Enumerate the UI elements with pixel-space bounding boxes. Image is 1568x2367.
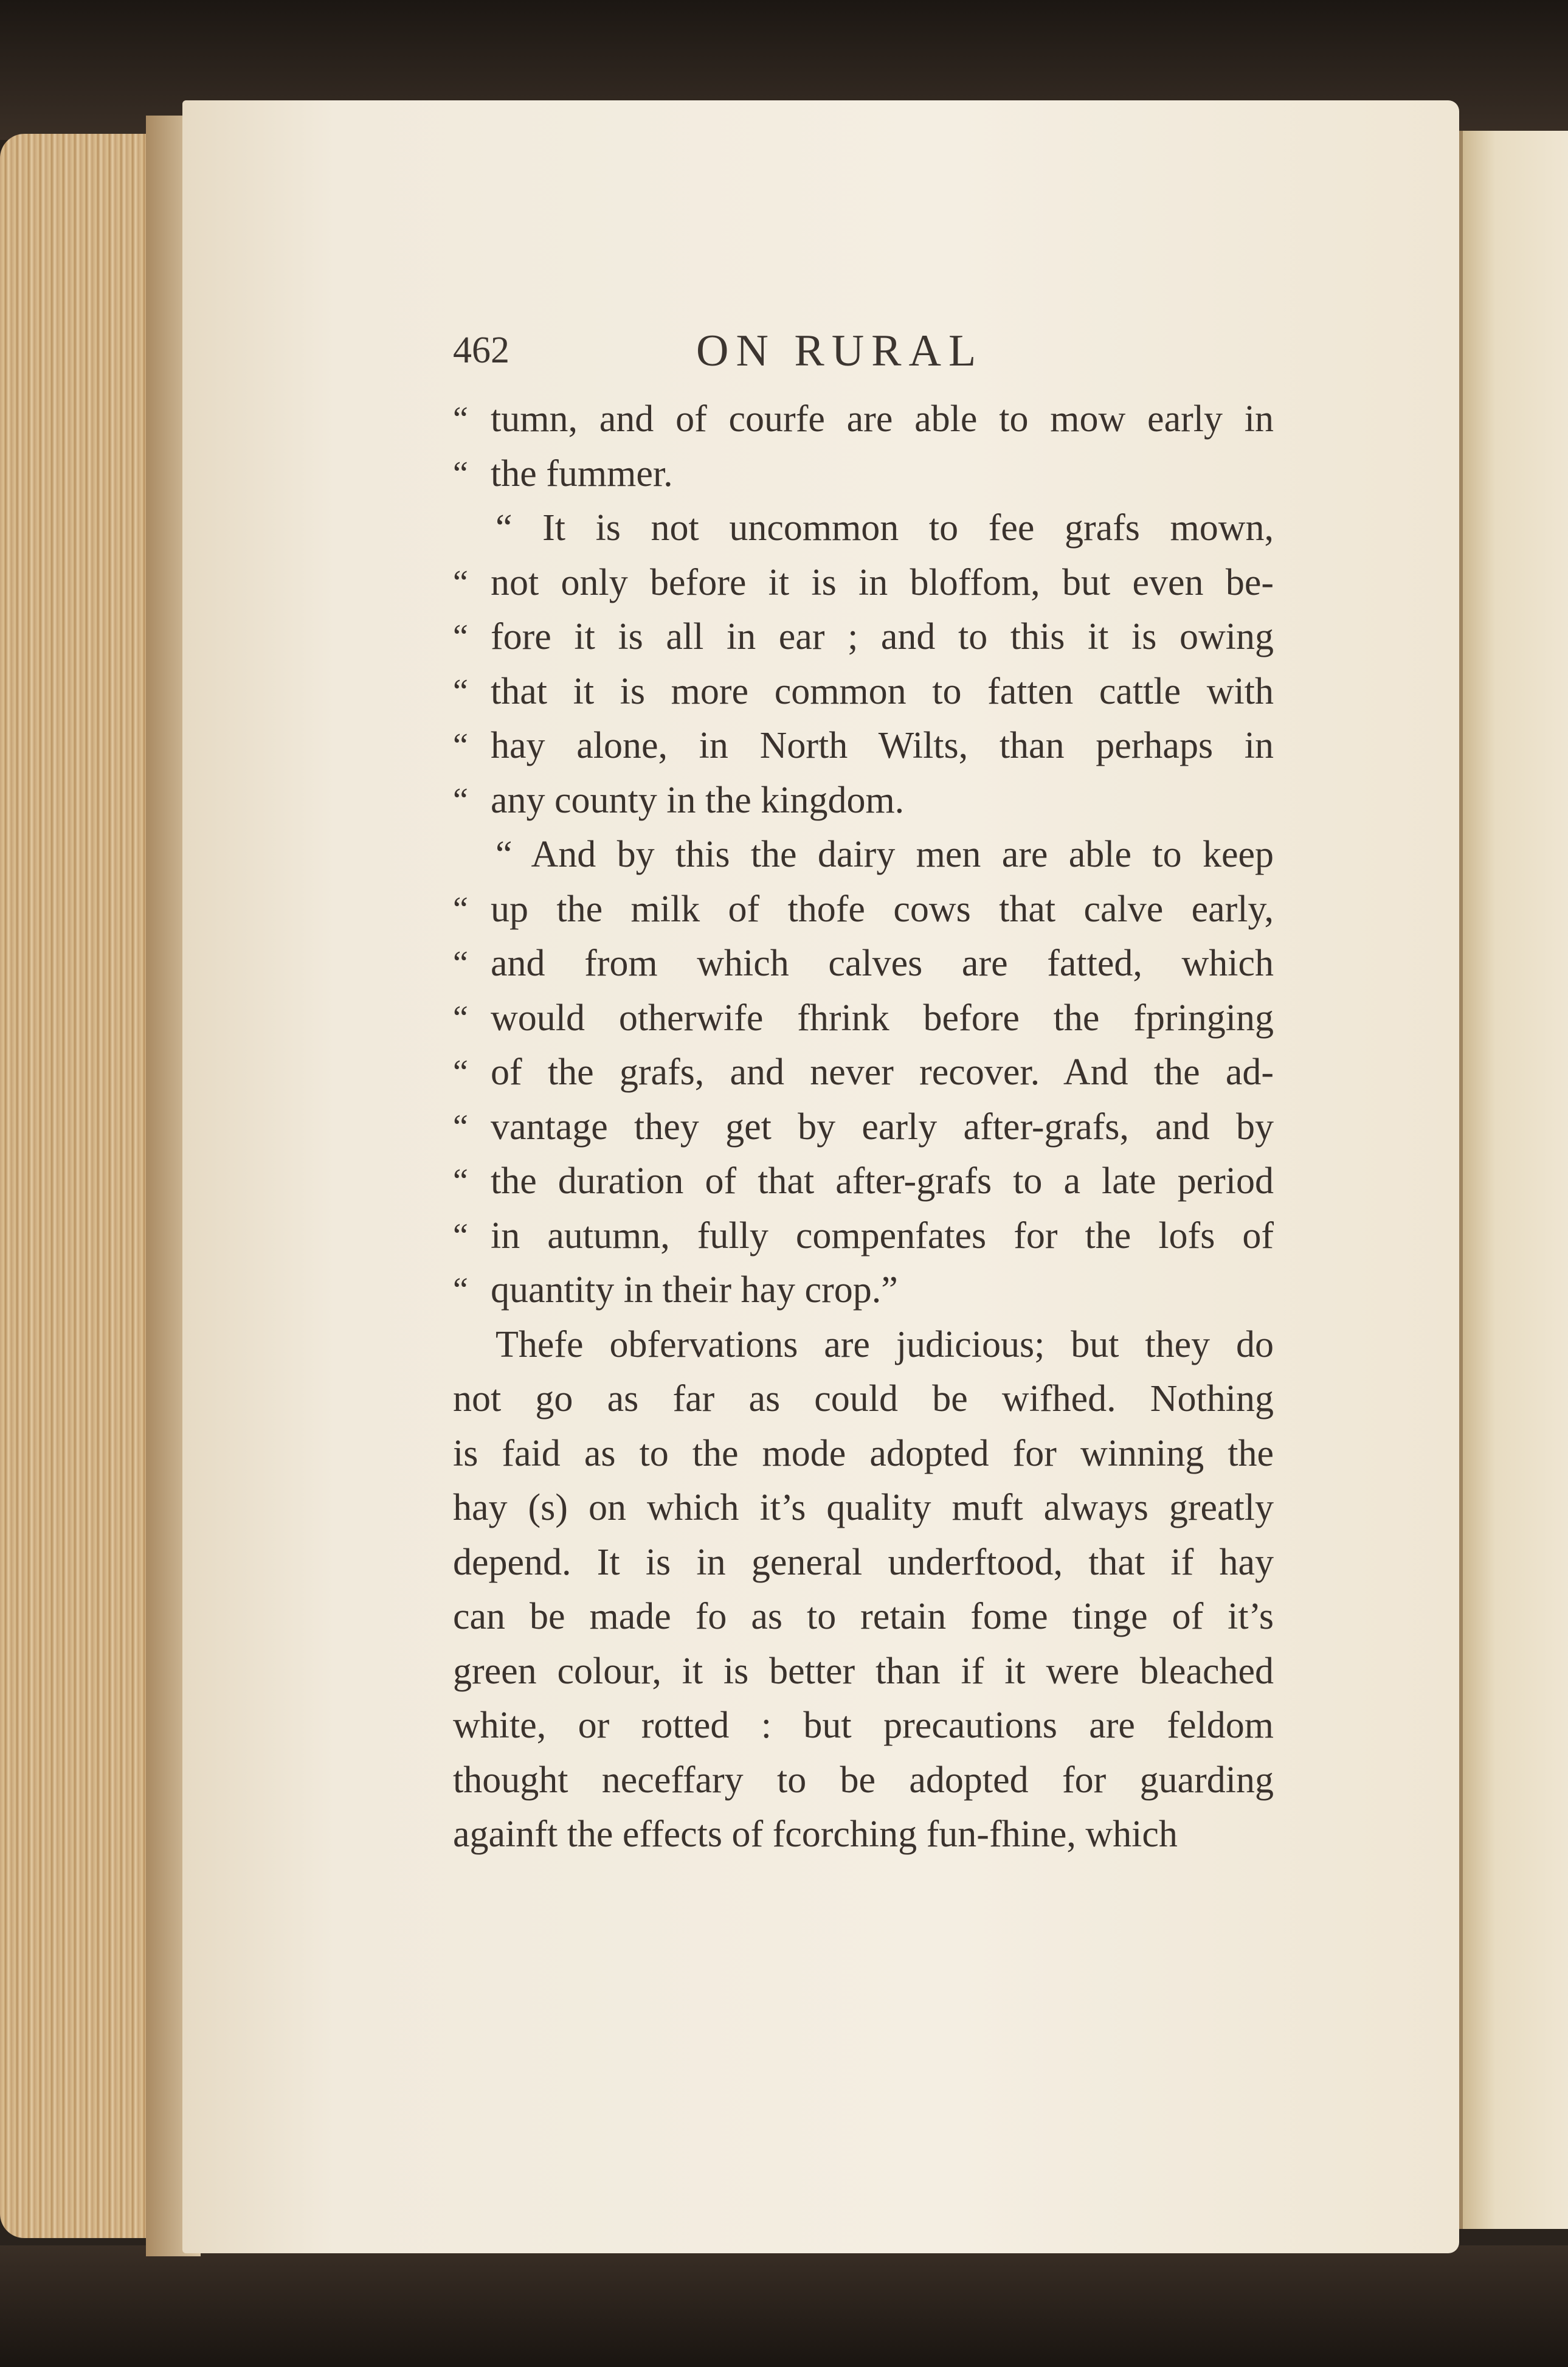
background-bottom	[0, 2245, 1568, 2367]
quote-mark: “	[453, 1107, 468, 1146]
quote-mark: “	[453, 1053, 468, 1091]
line-text: depend. It is in general underftood, that if hay	[453, 1541, 1274, 1583]
line-text: in autumn, fully compenfates for the lofs of	[491, 1215, 1274, 1256]
line-text: “ And by this the dairy men are able to keep	[496, 834, 1274, 875]
line-text: the duration of that after-grafs to a late period	[491, 1160, 1274, 1202]
running-head: ON RURAL	[696, 326, 984, 376]
quote-mark: “	[453, 672, 468, 710]
text-line	[453, 1209, 1274, 1264]
quote-mark: “	[453, 727, 468, 764]
text-line	[453, 1536, 1274, 1590]
line-text: againft the effects of fcorching fun-fhine, which	[453, 1814, 1178, 1855]
facing-page-edge	[1459, 131, 1568, 2229]
text-line	[453, 392, 1274, 447]
page-header	[453, 325, 1274, 380]
text-line	[453, 1154, 1274, 1209]
text-line	[453, 1644, 1274, 1699]
line-text: white, or rotted : but precautions are feldom	[453, 1705, 1274, 1746]
text-line	[453, 610, 1274, 665]
line-text: up the milk of thofe cows that calve early,	[491, 888, 1274, 930]
quote-mark: “	[453, 1271, 468, 1309]
line-text: not only before it is in bloffom, but even be-	[491, 561, 1274, 603]
line-text: “ It is not uncommon to fee grafs mown,	[496, 507, 1274, 549]
line-text: thought neceffary to be adopted for guarding	[453, 1759, 1274, 1801]
quote-mark: “	[453, 618, 468, 656]
line-text: tumn, and of courfe are able to mow early in	[491, 398, 1274, 440]
quote-mark: “	[453, 781, 468, 819]
text-line	[453, 991, 1274, 1046]
line-text: hay (s) on which it’s quality muft always greatly	[453, 1487, 1274, 1528]
line-text: that it is more common to fatten cattle with	[491, 670, 1274, 712]
text-line	[453, 1753, 1274, 1808]
text-line	[453, 937, 1274, 991]
text-line	[453, 1590, 1274, 1644]
line-text: quantity in their hay crop.”	[491, 1269, 898, 1311]
text-line	[453, 665, 1274, 719]
text-line	[453, 882, 1274, 937]
text-line	[453, 719, 1274, 774]
line-text: the fummer.	[491, 452, 673, 494]
text-line	[453, 1427, 1274, 1482]
line-text: vantage they get by early after-grafs, and by	[491, 1106, 1274, 1148]
quote-mark: “	[453, 1162, 468, 1200]
line-text: hay alone, in North Wilts, than perhaps in	[491, 725, 1274, 766]
text-line	[453, 1263, 1274, 1318]
quote-mark: “	[453, 400, 468, 438]
page-number: 462	[453, 330, 509, 371]
text-line	[453, 1372, 1274, 1427]
text-line	[453, 501, 1274, 556]
quote-mark: “	[453, 944, 468, 982]
line-text: and from which calves are fatted, which	[491, 943, 1274, 984]
line-text: any county in the kingdom.	[491, 779, 905, 821]
quote-mark: “	[453, 999, 468, 1037]
text-line	[453, 1699, 1274, 1753]
text-line	[453, 447, 1274, 502]
text-line	[453, 1100, 1274, 1155]
quote-mark: “	[453, 890, 468, 928]
line-text: fore it is all in ear ; and to this it is owing	[491, 616, 1274, 657]
quote-mark: “	[453, 1216, 468, 1255]
line-text: not go as far as could be wifhed. Nothing	[453, 1378, 1274, 1419]
text-line	[453, 774, 1274, 828]
line-text: would otherwife fhrink before the fpringing	[491, 997, 1274, 1039]
body-text	[453, 392, 1274, 1862]
text-line	[453, 1045, 1274, 1100]
quote-mark: “	[453, 563, 468, 601]
text-line	[453, 1481, 1274, 1536]
text-line	[453, 556, 1274, 611]
line-text: is faid as to the mode adopted for winning the	[453, 1432, 1274, 1474]
text-line	[453, 1807, 1274, 1862]
text-line	[453, 828, 1274, 882]
line-text: of the grafs, and never recover. And the ad-	[491, 1052, 1274, 1093]
quote-mark: “	[453, 454, 468, 493]
line-text: can be made fo as to retain fome tinge of it’s	[453, 1596, 1274, 1637]
line-text: Thefe obfervations are judicious; but they do	[496, 1323, 1274, 1365]
line-text: green colour, it is better than if it were bleached	[453, 1650, 1274, 1692]
text-line	[453, 1318, 1274, 1373]
